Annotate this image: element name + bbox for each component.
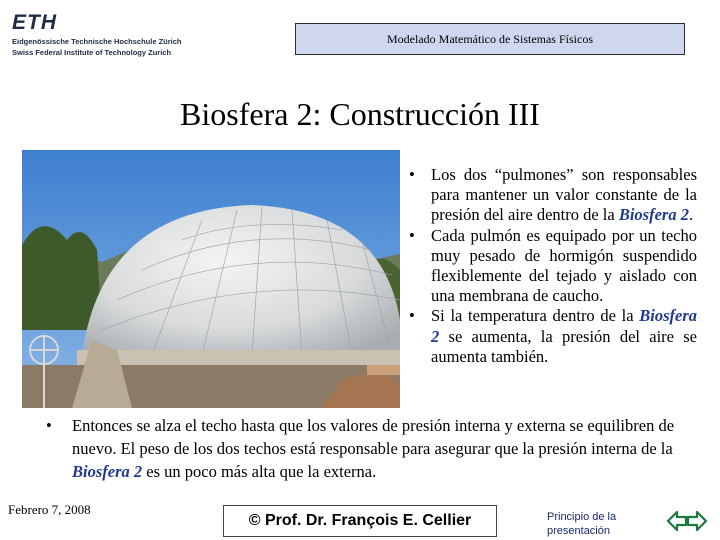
footer-date: Febrero 7, 2008 xyxy=(8,502,91,517)
bullet-3-text: Si la temperatura dentro de la xyxy=(431,306,640,326)
bullet-3-highlight: Biosfera 2 xyxy=(431,306,697,346)
bullet-2-text: Cada pulmón es equipado por un techo muy pesado de hormigón suspendido flexiblemente del tejado y aislado con una membrana de caucho. xyxy=(431,225,697,306)
bullet-4-tail: es un poco más alta que la externa. xyxy=(142,462,377,481)
biosphere-dome-photo xyxy=(22,150,400,408)
course-header-box xyxy=(295,23,685,55)
bullet-dot-icon: • xyxy=(409,306,415,326)
eth-logo-mark: ETH xyxy=(12,11,57,34)
eth-logo-line-english: Swiss Federal Institute of Technology Zurich xyxy=(12,48,172,57)
bullet-list xyxy=(405,165,697,367)
bullet-item-2 xyxy=(405,226,697,307)
double-arrow-nav-icon[interactable] xyxy=(666,509,708,533)
bullet-1-text: Los dos “pulmones” son responsables para mantener un valor constante de la presión del aire dentro de la xyxy=(431,165,697,225)
start-of-presentation-link[interactable]: Principio de la presentación xyxy=(547,511,617,537)
bullet-dot-icon: • xyxy=(46,416,52,435)
bullet-1-highlight: Biosfera 2 xyxy=(618,205,689,225)
bullet-4-highlight: Biosfera 2 xyxy=(72,462,143,481)
footer-author-box: © Prof. Dr. François E. Cellier xyxy=(223,505,497,537)
bullet-dot-icon: • xyxy=(409,225,415,245)
bullet-3-tail: se aumenta, la presión del aire se aumenta también. xyxy=(431,326,697,366)
slide-title: Biosfera 2: Construcción III xyxy=(180,96,540,132)
course-title: Modelado Matemático de Sistemas Físicos xyxy=(387,32,593,46)
bullet-1-tail: . xyxy=(688,205,694,225)
eth-logo-line-german: Eidgenössische Technische Hochschule Zürich xyxy=(12,37,182,46)
bullet-item-3 xyxy=(405,306,697,367)
bullet-4-text: Entonces se alza el techo hasta que los valores de presión interna y externa se equilibren de nuevo. El peso de los dos techos está responsable para asegurar que la presión interna de la xyxy=(72,416,675,458)
bullet-4-body xyxy=(72,414,702,483)
bullet-item-1 xyxy=(405,165,697,226)
eth-logo xyxy=(12,12,202,60)
bullet-dot-icon: • xyxy=(409,165,415,184)
